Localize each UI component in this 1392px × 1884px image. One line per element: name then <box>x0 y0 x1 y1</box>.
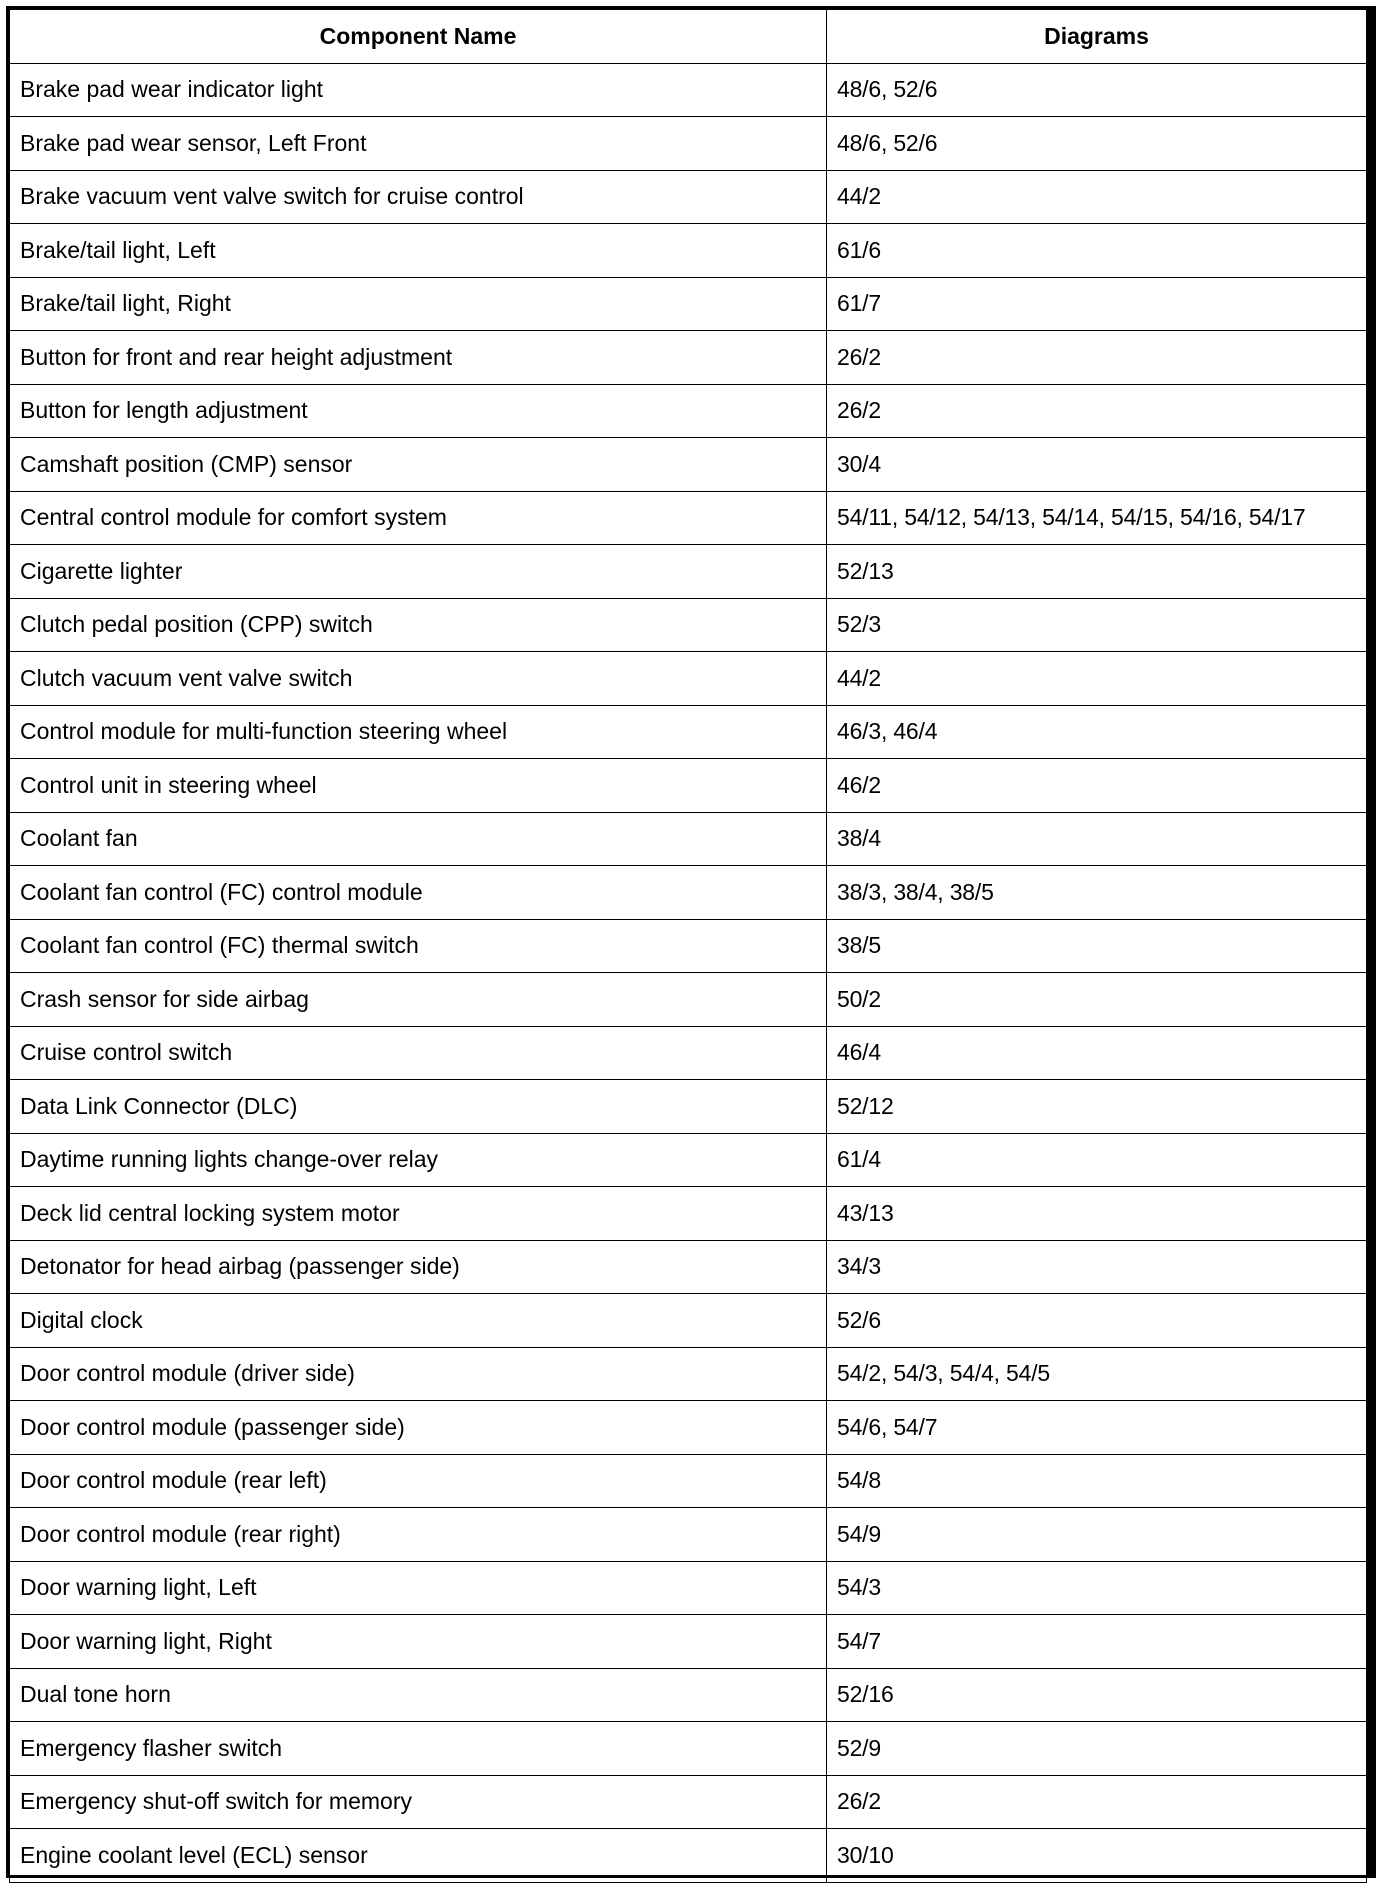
table-row <box>10 277 1367 331</box>
diagrams-cell: 52/3 <box>827 598 1367 652</box>
diagrams-cell: 46/3, 46/4 <box>827 705 1367 759</box>
component-name-cell: Digital clock <box>10 1294 827 1348</box>
table-row <box>10 919 1367 973</box>
component-name-cell: Emergency shut-off switch for memory <box>10 1775 827 1829</box>
diagrams-cell: 48/6, 52/6 <box>827 117 1367 171</box>
table-row <box>10 1347 1367 1401</box>
table-row <box>10 170 1367 224</box>
diagrams-cell: 54/2, 54/3, 54/4, 54/5 <box>827 1347 1367 1401</box>
table-row <box>10 812 1367 866</box>
diagrams-cell: 54/11, 54/12, 54/13, 54/14, 54/15, 54/16, 54/17 <box>827 491 1367 545</box>
header-row <box>10 10 1367 64</box>
component-name-cell: Crash sensor for side airbag <box>10 973 827 1027</box>
component-name-cell: Door control module (rear right) <box>10 1508 827 1562</box>
diagrams-cell: 26/2 <box>827 1775 1367 1829</box>
header-component-name: Component Name <box>10 10 827 64</box>
diagrams-cell: 48/6, 52/6 <box>827 63 1367 117</box>
header-diagrams: Diagrams <box>827 10 1367 64</box>
table-row <box>10 1508 1367 1562</box>
diagrams-cell: 61/6 <box>827 224 1367 278</box>
table-row <box>10 1401 1367 1455</box>
diagrams-cell: 30/4 <box>827 438 1367 492</box>
table-row <box>10 117 1367 171</box>
component-name-cell: Deck lid central locking system motor <box>10 1187 827 1241</box>
diagrams-cell: 38/4 <box>827 812 1367 866</box>
diagrams-cell: 61/7 <box>827 277 1367 331</box>
table-row <box>10 1454 1367 1508</box>
diagrams-cell: 54/6, 54/7 <box>827 1401 1367 1455</box>
diagrams-cell: 54/8 <box>827 1454 1367 1508</box>
component-name-cell: Coolant fan <box>10 812 827 866</box>
table-row <box>10 1026 1367 1080</box>
diagrams-cell: 46/4 <box>827 1026 1367 1080</box>
table-row <box>10 652 1367 706</box>
component-name-cell: Brake pad wear sensor, Left Front <box>10 117 827 171</box>
table-body <box>10 63 1367 1882</box>
diagrams-cell: 38/3, 38/4, 38/5 <box>827 866 1367 920</box>
table-row <box>10 1240 1367 1294</box>
component-name-cell: Door control module (driver side) <box>10 1347 827 1401</box>
diagrams-cell: 44/2 <box>827 170 1367 224</box>
table-row <box>10 1722 1367 1776</box>
diagrams-cell: 54/7 <box>827 1615 1367 1669</box>
table-row <box>10 1668 1367 1722</box>
table-row <box>10 63 1367 117</box>
table-row <box>10 1080 1367 1134</box>
diagrams-cell: 43/13 <box>827 1187 1367 1241</box>
table-row <box>10 1133 1367 1187</box>
component-name-cell: Button for length adjustment <box>10 384 827 438</box>
component-name-cell: Coolant fan control (FC) control module <box>10 866 827 920</box>
component-name-cell: Brake/tail light, Left <box>10 224 827 278</box>
table-row <box>10 759 1367 813</box>
diagrams-cell: 46/2 <box>827 759 1367 813</box>
diagrams-cell: 52/12 <box>827 1080 1367 1134</box>
table-frame <box>6 6 1370 1878</box>
table-row <box>10 224 1367 278</box>
table-row <box>10 1829 1367 1883</box>
diagrams-cell: 52/6 <box>827 1294 1367 1348</box>
component-name-cell: Dual tone horn <box>10 1668 827 1722</box>
component-diagram-table <box>9 9 1367 1883</box>
component-name-cell: Door warning light, Left <box>10 1561 827 1615</box>
component-name-cell: Brake/tail light, Right <box>10 277 827 331</box>
table-row <box>10 705 1367 759</box>
component-name-cell: Engine coolant level (ECL) sensor <box>10 1829 827 1883</box>
component-name-cell: Emergency flasher switch <box>10 1722 827 1776</box>
component-name-cell: Brake pad wear indicator light <box>10 63 827 117</box>
diagrams-cell: 52/9 <box>827 1722 1367 1776</box>
component-name-cell: Data Link Connector (DLC) <box>10 1080 827 1134</box>
table-row <box>10 438 1367 492</box>
component-name-cell: Clutch vacuum vent valve switch <box>10 652 827 706</box>
component-name-cell: Coolant fan control (FC) thermal switch <box>10 919 827 973</box>
component-name-cell: Cigarette lighter <box>10 545 827 599</box>
table-row <box>10 1615 1367 1669</box>
table-row <box>10 1775 1367 1829</box>
component-name-cell: Button for front and rear height adjustment <box>10 331 827 385</box>
component-name-cell: Central control module for comfort system <box>10 491 827 545</box>
diagrams-cell: 52/13 <box>827 545 1367 599</box>
table-row <box>10 1294 1367 1348</box>
diagrams-cell: 61/4 <box>827 1133 1367 1187</box>
table-row <box>10 866 1367 920</box>
component-name-cell: Brake vacuum vent valve switch for cruise control <box>10 170 827 224</box>
component-name-cell: Door warning light, Right <box>10 1615 827 1669</box>
table-row <box>10 545 1367 599</box>
component-name-cell: Door control module (passenger side) <box>10 1401 827 1455</box>
diagrams-cell: 38/5 <box>827 919 1367 973</box>
diagrams-cell: 30/10 <box>827 1829 1367 1883</box>
table-row <box>10 598 1367 652</box>
component-name-cell: Camshaft position (CMP) sensor <box>10 438 827 492</box>
component-name-cell: Control module for multi-function steering wheel <box>10 705 827 759</box>
diagrams-cell: 26/2 <box>827 331 1367 385</box>
diagrams-cell: 50/2 <box>827 973 1367 1027</box>
table-row <box>10 384 1367 438</box>
table-row <box>10 491 1367 545</box>
component-name-cell: Detonator for head airbag (passenger side) <box>10 1240 827 1294</box>
component-name-cell: Clutch pedal position (CPP) switch <box>10 598 827 652</box>
diagrams-cell: 54/3 <box>827 1561 1367 1615</box>
table-row <box>10 1561 1367 1615</box>
component-name-cell: Cruise control switch <box>10 1026 827 1080</box>
table-row <box>10 973 1367 1027</box>
diagrams-cell: 54/9 <box>827 1508 1367 1562</box>
component-name-cell: Door control module (rear left) <box>10 1454 827 1508</box>
table-row <box>10 331 1367 385</box>
table-row <box>10 1187 1367 1241</box>
component-name-cell: Control unit in steering wheel <box>10 759 827 813</box>
diagrams-cell: 44/2 <box>827 652 1367 706</box>
component-name-cell: Daytime running lights change-over relay <box>10 1133 827 1187</box>
diagrams-cell: 34/3 <box>827 1240 1367 1294</box>
diagrams-cell: 26/2 <box>827 384 1367 438</box>
diagrams-cell: 52/16 <box>827 1668 1367 1722</box>
